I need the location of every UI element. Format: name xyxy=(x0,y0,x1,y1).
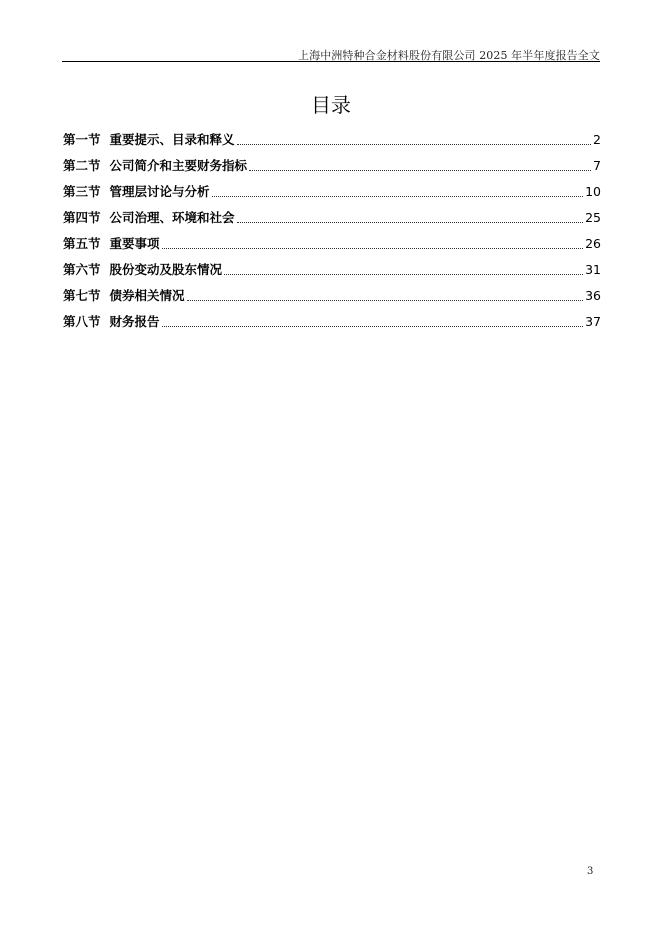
toc-section-number: 第五节 xyxy=(63,236,101,251)
toc-entry-2[interactable] xyxy=(63,149,601,175)
dot-leader xyxy=(162,247,584,249)
toc-section-name: 财务报告 xyxy=(109,314,160,329)
dot-leader xyxy=(224,273,583,275)
toc-entry-1[interactable] xyxy=(63,123,601,149)
header-title: 上海中洲特种合金材料股份有限公司 2025 年半年度报告全文 xyxy=(298,49,600,62)
toc-page-number: 37 xyxy=(585,314,601,329)
toc-entry-7[interactable] xyxy=(63,279,601,305)
toc-section-name: 重要提示、目录和释义 xyxy=(109,132,235,147)
toc-section-name: 债券相关情况 xyxy=(109,288,185,303)
page-header xyxy=(62,44,600,62)
toc-entry-6[interactable] xyxy=(63,253,601,279)
toc-section-name: 公司简介和主要财务指标 xyxy=(109,158,248,173)
toc-page-number: 26 xyxy=(585,236,601,251)
dot-leader xyxy=(249,169,591,171)
toc-page-number: 7 xyxy=(593,158,601,173)
page-number: 3 xyxy=(587,866,594,877)
dot-leader xyxy=(237,143,592,145)
toc-section-number: 第二节 xyxy=(63,158,101,173)
dot-leader xyxy=(162,325,584,327)
dot-leader xyxy=(212,195,584,197)
toc-page-number: 31 xyxy=(585,262,601,277)
toc-entry-5[interactable] xyxy=(63,227,601,253)
toc-section-number: 第一节 xyxy=(63,132,101,147)
toc-section-number: 第七节 xyxy=(63,288,101,303)
toc-section-number: 第三节 xyxy=(63,184,101,199)
toc-page-number: 10 xyxy=(585,184,601,199)
toc-section-name: 股份变动及股东情况 xyxy=(109,262,223,277)
dot-leader xyxy=(187,299,584,301)
toc-title: 目录 xyxy=(311,93,351,117)
toc-section-number: 第八节 xyxy=(63,314,101,329)
toc-section-number: 第四节 xyxy=(63,210,101,225)
toc-entry-4[interactable] xyxy=(63,201,601,227)
toc-section-name: 公司治理、环境和社会 xyxy=(109,210,235,225)
toc-entry-8[interactable] xyxy=(63,305,601,331)
toc-list xyxy=(63,123,601,331)
toc-section-number: 第六节 xyxy=(63,262,101,277)
toc-page-number: 2 xyxy=(593,132,601,147)
toc-section-name: 管理层讨论与分析 xyxy=(109,184,210,199)
toc-page-number: 36 xyxy=(585,288,601,303)
toc-page-number: 25 xyxy=(585,210,601,225)
toc-section-name: 重要事项 xyxy=(109,236,160,251)
dot-leader xyxy=(237,221,584,223)
toc-entry-3[interactable] xyxy=(63,175,601,201)
